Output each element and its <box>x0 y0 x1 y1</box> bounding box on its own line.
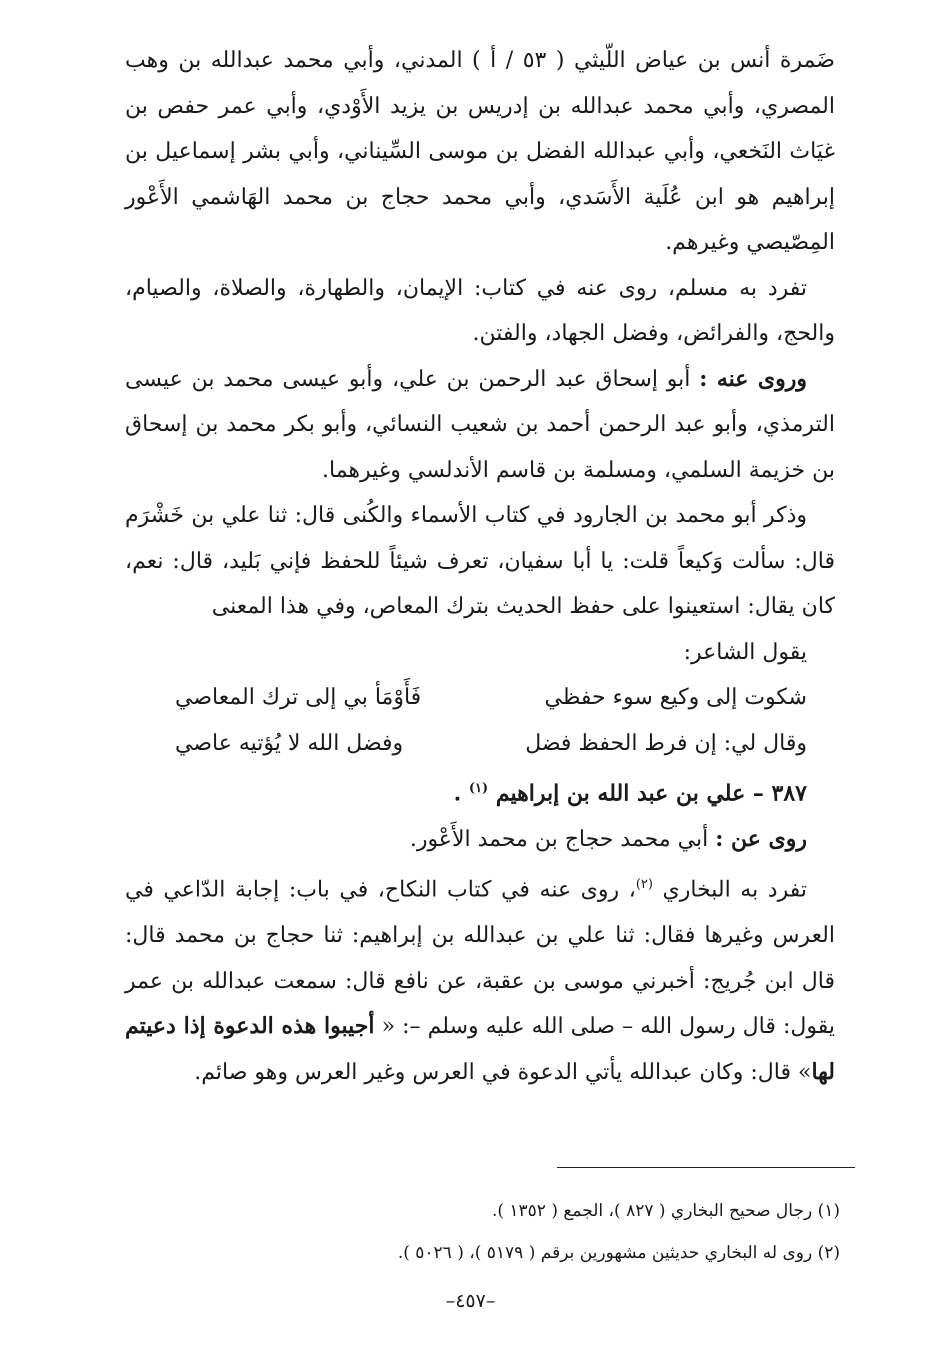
footnote-ref-2[interactable]: (٢) <box>635 877 653 893</box>
verse-2-second-hemistich: وفضل الله لا يُؤتيه عاصي <box>175 730 404 756</box>
page-number: –٤٥٧– <box>445 1290 496 1312</box>
narrators-list: أبو إسحاق عبد الرحمن بن علي، وأبو عيسى محمد بن عيسى الترمذي، وأبو عبد الرحمن أحمد بن شعيب النسائي، وأبو بكر محمد بن إسحاق بن خزيمة السلمي، ومسلمة بن قاسم الأندلسي وغيرهما. <box>125 366 835 483</box>
footnote-separator <box>557 1167 855 1168</box>
main-text <box>125 38 835 1095</box>
paragraph-narrators <box>125 357 835 494</box>
poet-intro: يقول الشاعر: <box>683 639 807 665</box>
footnote-2: (٢) روى له البخاري حديثين مشهورين برقم ( ٥١٧٩ )، ( ٥٠٢٦ ). <box>397 1243 840 1263</box>
bukhari-text-start: تفرد به البخاري <box>662 877 807 903</box>
verse-1-second-hemistich: فَأَوْمَأ بي إلى ترك المعاصي <box>175 685 422 710</box>
verse-2-first-hemistich: وقال لي: إن فرط الحفظ فضل <box>525 730 807 756</box>
verse-line-2 <box>125 721 835 767</box>
footnotes <box>160 1190 840 1274</box>
entry-tail: . <box>453 780 469 807</box>
verse-line-1 <box>125 675 835 721</box>
paragraph-bukhari <box>125 862 835 1095</box>
bukhari-text-middle: ، روى عنه في كتاب النكاح، في باب: إجابة الدّاعي في العرس وغيرها فقال: ثنا علي بن عبدالله بن إبراهيم: ثنا حجاج بن محمد قال: قال ابن جُريج: أخبرني موسى بن عقبة، عن نافع قال: سمعت عبدالله بن عمر يقول: قال رسول الله – صلى الله عليه وسلم –: « <box>125 877 835 1040</box>
entry-heading <box>125 766 835 817</box>
paragraph-jarud: وذكر أبو محمد بن الجارود في كتاب الأسماء والكُنى قال: ثنا علي بن خَشْرَم قال: سألت وَكيعاً قلت: يا أبا سفيان، تعرف شيئاً للحفظ فإني بَليد، قال: نعم، كان يقال: استعينوا على حفظ الحديث بترك المعاص، وفي هذا المعنى <box>125 503 835 619</box>
narrated-from-text: أبي محمد حجاج بن محمد الأَعْور. <box>409 826 716 852</box>
entry-title: ٣٨٧ – علي بن عبد الله بن إبراهيم <box>495 780 807 807</box>
footnote-1: (١) رجال صحيح البخاري ( ٨٢٧ )، الجمع ( ١٣٥٢ ). <box>491 1201 840 1221</box>
bukhari-text-end: » قال: وكان عبدالله يأتي الدعوة في العرس وغير العرس وهو صائم. <box>194 1059 812 1085</box>
hadith-text: أجيبوا هذه الدعوة إذا دعيتم لها <box>125 1013 835 1085</box>
paragraph-muslim: تفرد به مسلم، روى عنه في كتاب: الإيمان، والطهارة، والصلاة، والصيام، والحج، والفرائض، وفضل الجهاد، والفتن. <box>125 275 835 346</box>
paragraph-teachers: ضَمرة أنس بن عياض اللّيثي ( ٥٣ / أ ) المدني، وأبي محمد عبدالله بن وهب المصري، وأبي محمد عبدالله بن إدريس بن يزيد الأَوْدي، وأبي عمر حفص بن غيَاث النَخعي، وأبي عبدالله الفضل بن موسى السِّيناني، وأبي بشر إسماعيل بن إبراهيم هو ابن عُلَية الأَسَدي، وأبي محمد حجاج بن محمد الهَاشمي الأَعْور المِصّيصي وغيرهم. <box>125 48 835 255</box>
narrated-from-him-label: وروى عنه : <box>699 365 808 392</box>
narrated-from-label: روى عن : <box>715 825 807 852</box>
verse-1-first-hemistich: شكوت إلى وكيع سوء حفظي <box>544 685 807 710</box>
footnote-ref-1[interactable]: (١) <box>468 781 489 796</box>
paragraph-narrated-from <box>125 817 835 863</box>
